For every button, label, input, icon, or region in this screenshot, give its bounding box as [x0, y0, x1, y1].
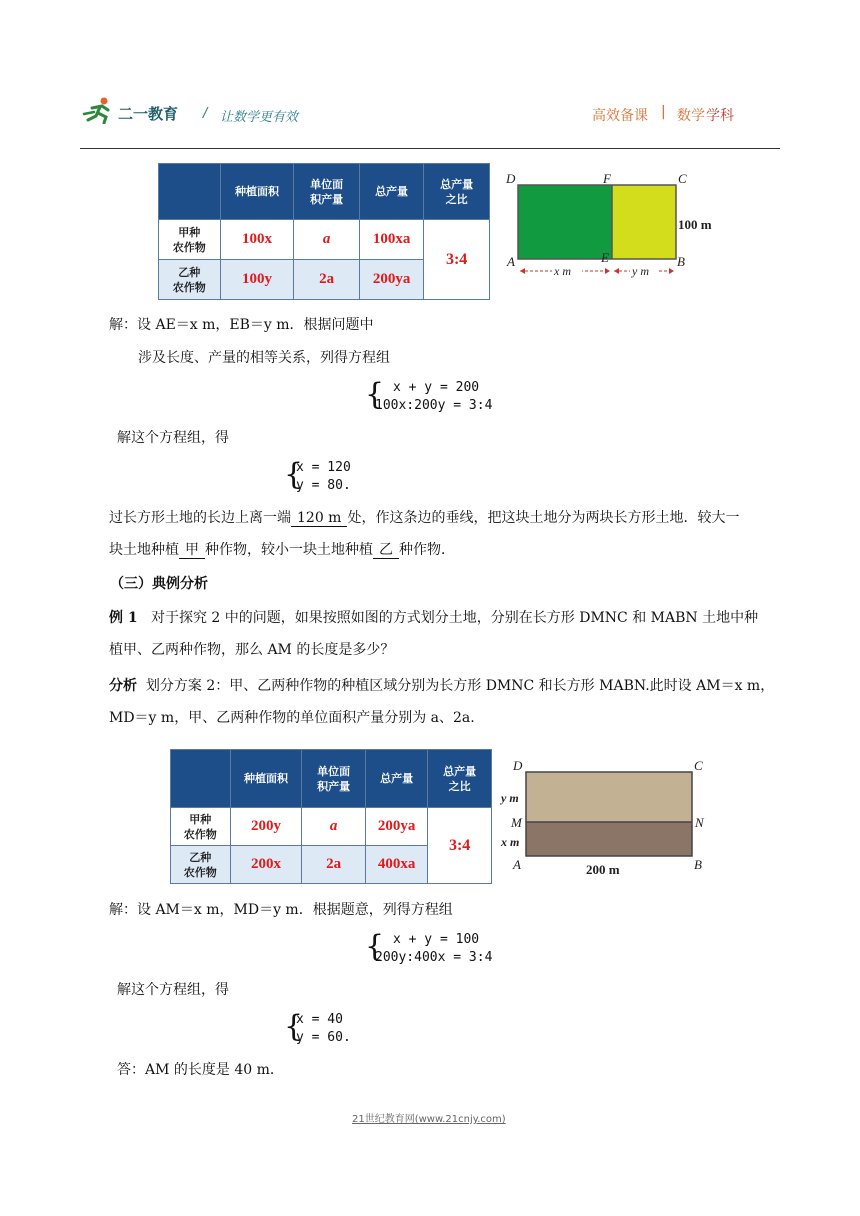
figure-1-label-e: E — [601, 250, 609, 265]
logo-runner-icon — [82, 96, 118, 124]
blank-1: 120 m — [291, 510, 347, 527]
header-rule — [80, 148, 780, 149]
figure-1-label-b: B — [677, 254, 685, 269]
footer-link[interactable]: 21世纪教育网(www.21cnjy.com) — [352, 1114, 506, 1125]
figure-1-label-f: F — [603, 171, 611, 186]
figure-1 — [500, 168, 730, 286]
figure-1-left-rect — [518, 185, 612, 259]
equation-2b: 200y:400x = 3:4 — [375, 950, 493, 965]
solution-2a: x = 40 — [296, 1012, 343, 1027]
answer-line: 答：AM 的长度是 40 m． — [117, 1062, 284, 1078]
analysis-line-2: MD＝y m，甲、乙两种作物的单位面积产量分别为 a、2a. — [109, 710, 475, 726]
table-2 — [170, 749, 492, 884]
solution-1a: x = 120 — [296, 460, 351, 475]
table-2-ratio: 3:4 — [428, 808, 492, 884]
figure-2-label-m: M — [511, 815, 522, 830]
conclusion-line-1: 过长方形土地的长边上离一端 120 m 处，作这条边的垂线，把这块土地分为两块长方形土地．较大一 — [109, 510, 740, 526]
solution-brace-2: { — [284, 1009, 304, 1044]
section-heading: （三）典例分析 — [110, 576, 208, 592]
table-2-cell: 200x — [230, 846, 302, 884]
slogan: 让数学更有效 — [220, 110, 299, 125]
blank-3: 乙 — [373, 542, 399, 559]
header-right-prefix: 高效备课 — [592, 108, 648, 124]
table-1-cell: 100y — [220, 260, 294, 300]
table-2-header-area: 种植面积 — [230, 750, 302, 808]
table-1-header-total: 总产量 — [359, 164, 423, 220]
table-1-cell: 100xa — [359, 220, 423, 260]
table-2-cell: a — [302, 808, 366, 846]
table-1-cell: a — [294, 220, 360, 260]
header-right-suffix: 学科 — [706, 108, 734, 124]
table-2-row-label: 甲种 农作物 — [171, 808, 231, 846]
table-2-cell: 400xa — [365, 846, 427, 884]
figure-2-x-label: x m — [501, 835, 520, 849]
solve-line-1: 解：设 AE＝x m，EB＝y m．根据问题中 — [109, 317, 374, 333]
figure-2-label-a: A — [513, 857, 521, 872]
table-2-cell: 200ya — [365, 808, 427, 846]
table-1-header-ratio: 总产量 之比 — [424, 164, 490, 220]
figure-2-label-n: N — [695, 815, 704, 830]
table-1 — [158, 163, 490, 300]
table-2-corner — [171, 750, 231, 808]
header-right-subject: 数学 — [677, 108, 705, 124]
equation-brace-2: { — [365, 929, 385, 964]
table-1-corner — [159, 164, 221, 220]
figure-2-label-d: D — [513, 758, 523, 773]
figure-2-label-b: B — [694, 857, 702, 872]
solve-text-1: 解这个方程组，得 — [117, 430, 229, 446]
table-1-row-label: 乙种 农作物 — [159, 260, 221, 300]
slogan-separator: / — [203, 106, 208, 121]
solution-2b: y = 60. — [296, 1030, 351, 1045]
table-2-header-unit: 单位面 积产量 — [302, 750, 366, 808]
equation-brace-1: { — [365, 377, 385, 412]
figure-2 — [496, 752, 736, 880]
figure-1-label-a: A — [507, 254, 515, 269]
figure-1-x-label: x m — [554, 264, 571, 278]
table-1-header-unit: 单位面 积产量 — [294, 164, 360, 220]
table-2-header-total: 总产量 — [365, 750, 427, 808]
solve-line-2: 涉及长度、产量的相等关系，列得方程组 — [138, 350, 390, 366]
table-1-cell: 200ya — [359, 260, 423, 300]
header — [0, 0, 860, 150]
table-2-cell: 2a — [302, 846, 366, 884]
table-2-header-ratio: 总产量 之比 — [428, 750, 492, 808]
table-1-cell: 100x — [220, 220, 294, 260]
table-1-ratio: 3:4 — [424, 220, 490, 300]
conclusion-line-2: 块土地种植 甲 种作物，较小一块土地种植 乙 种作物． — [109, 542, 455, 558]
figure-1-y-label: y m — [632, 264, 649, 278]
figure-2-label-c: C — [694, 758, 703, 773]
logo-text: 二一教育 — [118, 105, 179, 123]
example-line-1: 例 1 对于探究 2 中的问题，如果按照如图的方式划分土地，分别在长方形 DMNC 和 MABN 土地中种 — [109, 610, 759, 626]
figure-1-label-d: D — [506, 171, 516, 186]
solve-line-3: 解：设 AM＝x m，MD＝y m．根据题意，列得方程组 — [109, 902, 453, 918]
figure-1-height-label: 100 m — [678, 217, 712, 232]
header-right-separator: | — [661, 104, 666, 120]
solution-brace-1: { — [284, 457, 304, 492]
table-1-row-label: 甲种 农作物 — [159, 220, 221, 260]
equation-1b: 100x:200y = 3:4 — [375, 398, 493, 413]
table-1-header-area: 种植面积 — [220, 164, 294, 220]
blank-2: 甲 — [179, 542, 205, 559]
figure-2-width-label: 200 m — [586, 862, 620, 877]
figure-2-bottom-rect — [526, 822, 692, 856]
solution-1b: y = 80. — [296, 478, 351, 493]
analysis-line-1: 分析 划分方案 2：甲、乙两种作物的种植区域分别为长方形 DMNC 和长方形 MABN.此时设 AM＝x m， — [109, 678, 775, 694]
table-2-cell: 200y — [230, 808, 302, 846]
figure-1-right-rect — [612, 185, 676, 259]
equation-2a: x + y = 100 — [393, 932, 480, 947]
figure-2-y-label: y m — [501, 791, 519, 805]
example-line-2: 植甲、乙两种作物，那么 AM 的长度是多少？ — [109, 642, 395, 658]
equation-1a: x + y = 200 — [393, 380, 480, 395]
table-2-row-label: 乙种 农作物 — [171, 846, 231, 884]
solve-text-2: 解这个方程组，得 — [117, 982, 229, 998]
figure-2-top-rect — [526, 772, 692, 822]
table-1-cell: 2a — [294, 260, 360, 300]
figure-1-label-c: C — [678, 171, 687, 186]
